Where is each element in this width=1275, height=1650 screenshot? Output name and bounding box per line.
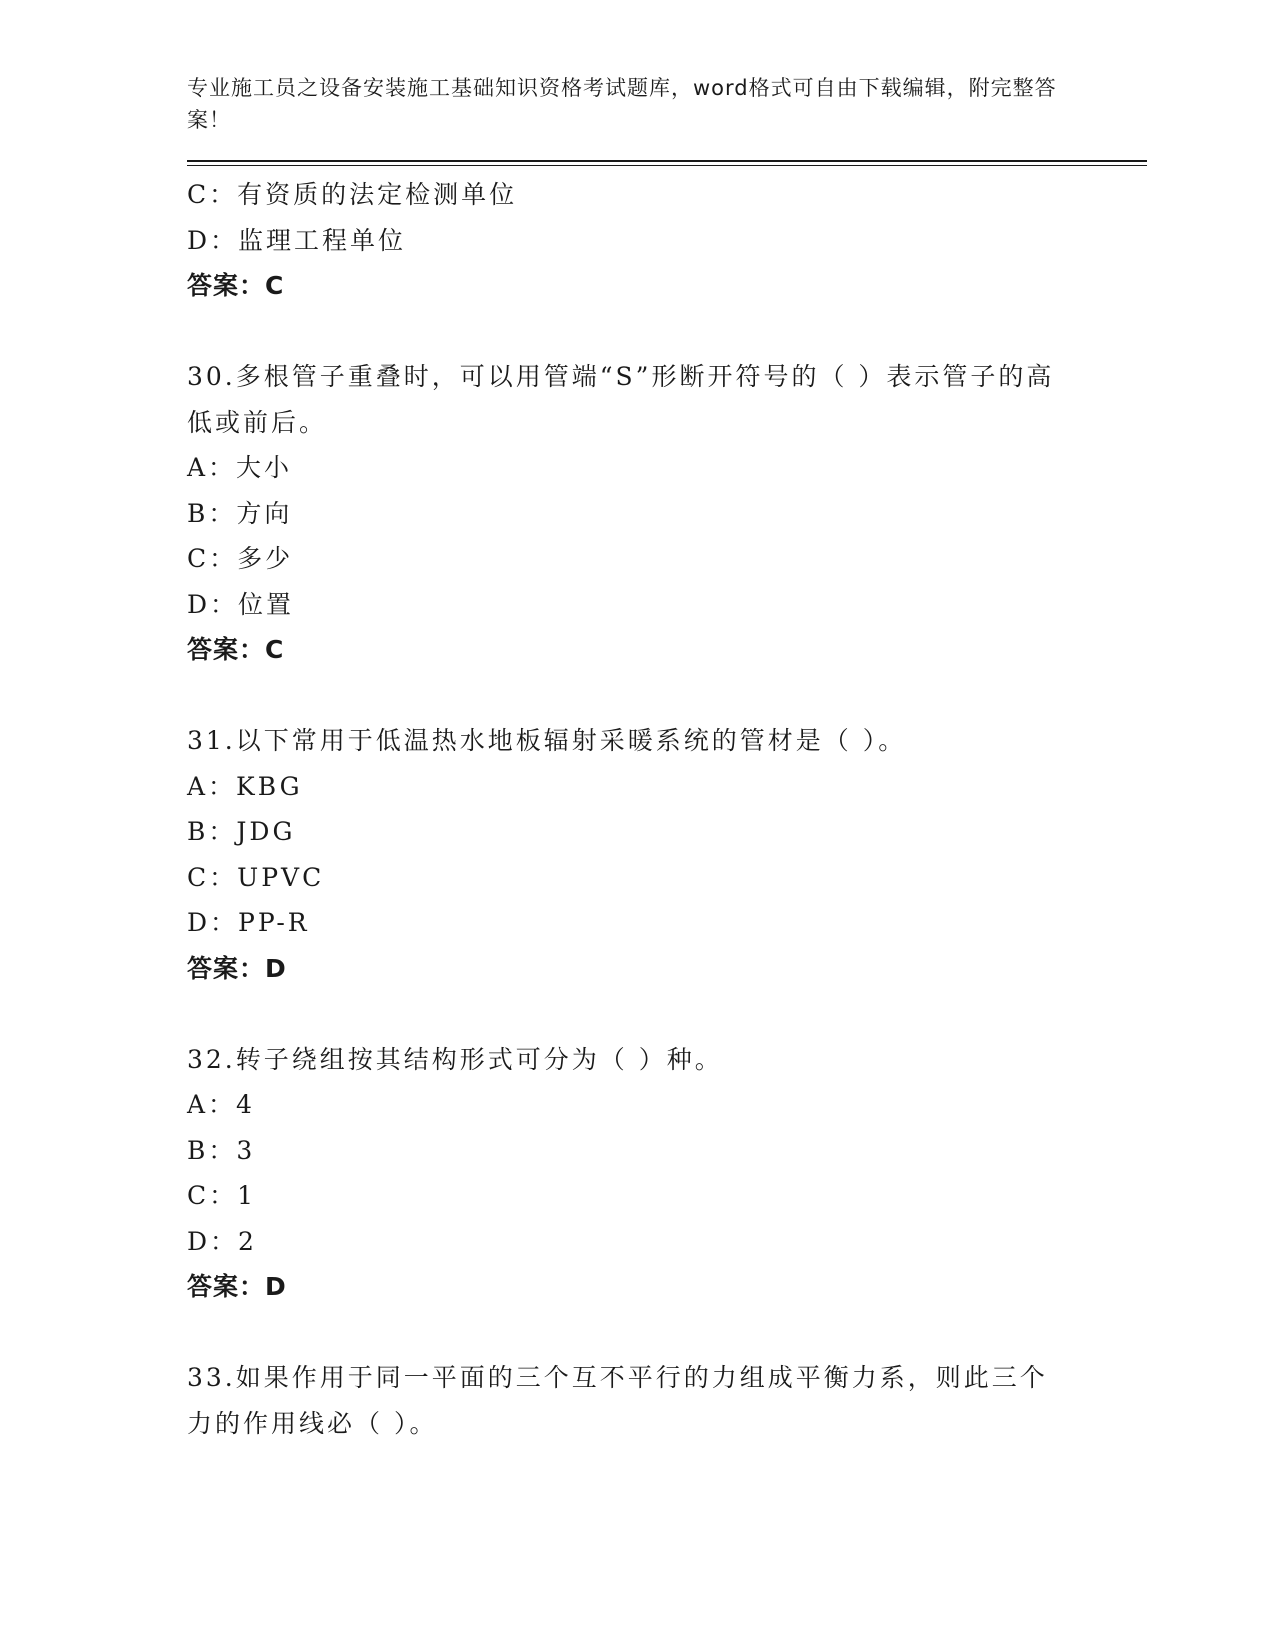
spacer bbox=[187, 991, 1147, 1037]
question-stem: 33.如果作用于同一平面的三个互不平行的力组成平衡力系，则此三个力的作用线必（ ）。 bbox=[187, 1363, 1048, 1438]
option-c: C：1 bbox=[187, 1181, 257, 1210]
option-a: A：4 bbox=[187, 1090, 255, 1119]
header-divider bbox=[187, 160, 1147, 166]
option-a: A：KBG bbox=[187, 771, 303, 801]
answer-line: 答案：D bbox=[187, 1272, 287, 1301]
question-list bbox=[187, 172, 1147, 1446]
option-d: D：PP-R bbox=[187, 908, 310, 937]
document-header: 专业施工员之设备安装施工基础知识资格考试题库，word格式可自由下载编辑，附完整答案！ bbox=[187, 76, 1057, 132]
option-c: C：多少 bbox=[187, 544, 294, 573]
option-c: C：有资质的法定检测单位 bbox=[187, 180, 518, 209]
question-stem: 30.多根管子重叠时，可以用管端“S”形断开符号的（ ）表示管子的高低或前后。 bbox=[187, 362, 1055, 437]
spacer bbox=[187, 309, 1147, 355]
header-rule-thin bbox=[187, 165, 1147, 166]
option-b: B：JDG bbox=[187, 817, 296, 846]
option-c: C：UPVC bbox=[187, 862, 325, 892]
document-page bbox=[187, 72, 1147, 1446]
header-rule-thick bbox=[187, 160, 1147, 162]
answer-line: 答案：C bbox=[187, 271, 285, 300]
option-b: B：方向 bbox=[187, 498, 293, 528]
option-d: D：监理工程单位 bbox=[187, 225, 407, 255]
answer-line: 答案：C bbox=[187, 635, 285, 664]
question-stem: 32.转子绕组按其结构形式可分为（ ）种。 bbox=[187, 1044, 723, 1074]
option-a: A：大小 bbox=[187, 453, 293, 482]
option-d: D：位置 bbox=[187, 589, 295, 619]
option-d: D：2 bbox=[187, 1226, 257, 1256]
question-stem: 31.以下常用于低温热水地板辐射采暖系统的管材是（ ）。 bbox=[187, 726, 907, 755]
spacer bbox=[187, 1310, 1147, 1356]
option-b: B：3 bbox=[187, 1135, 256, 1165]
spacer bbox=[187, 673, 1147, 719]
answer-line: 答案：D bbox=[187, 953, 287, 983]
